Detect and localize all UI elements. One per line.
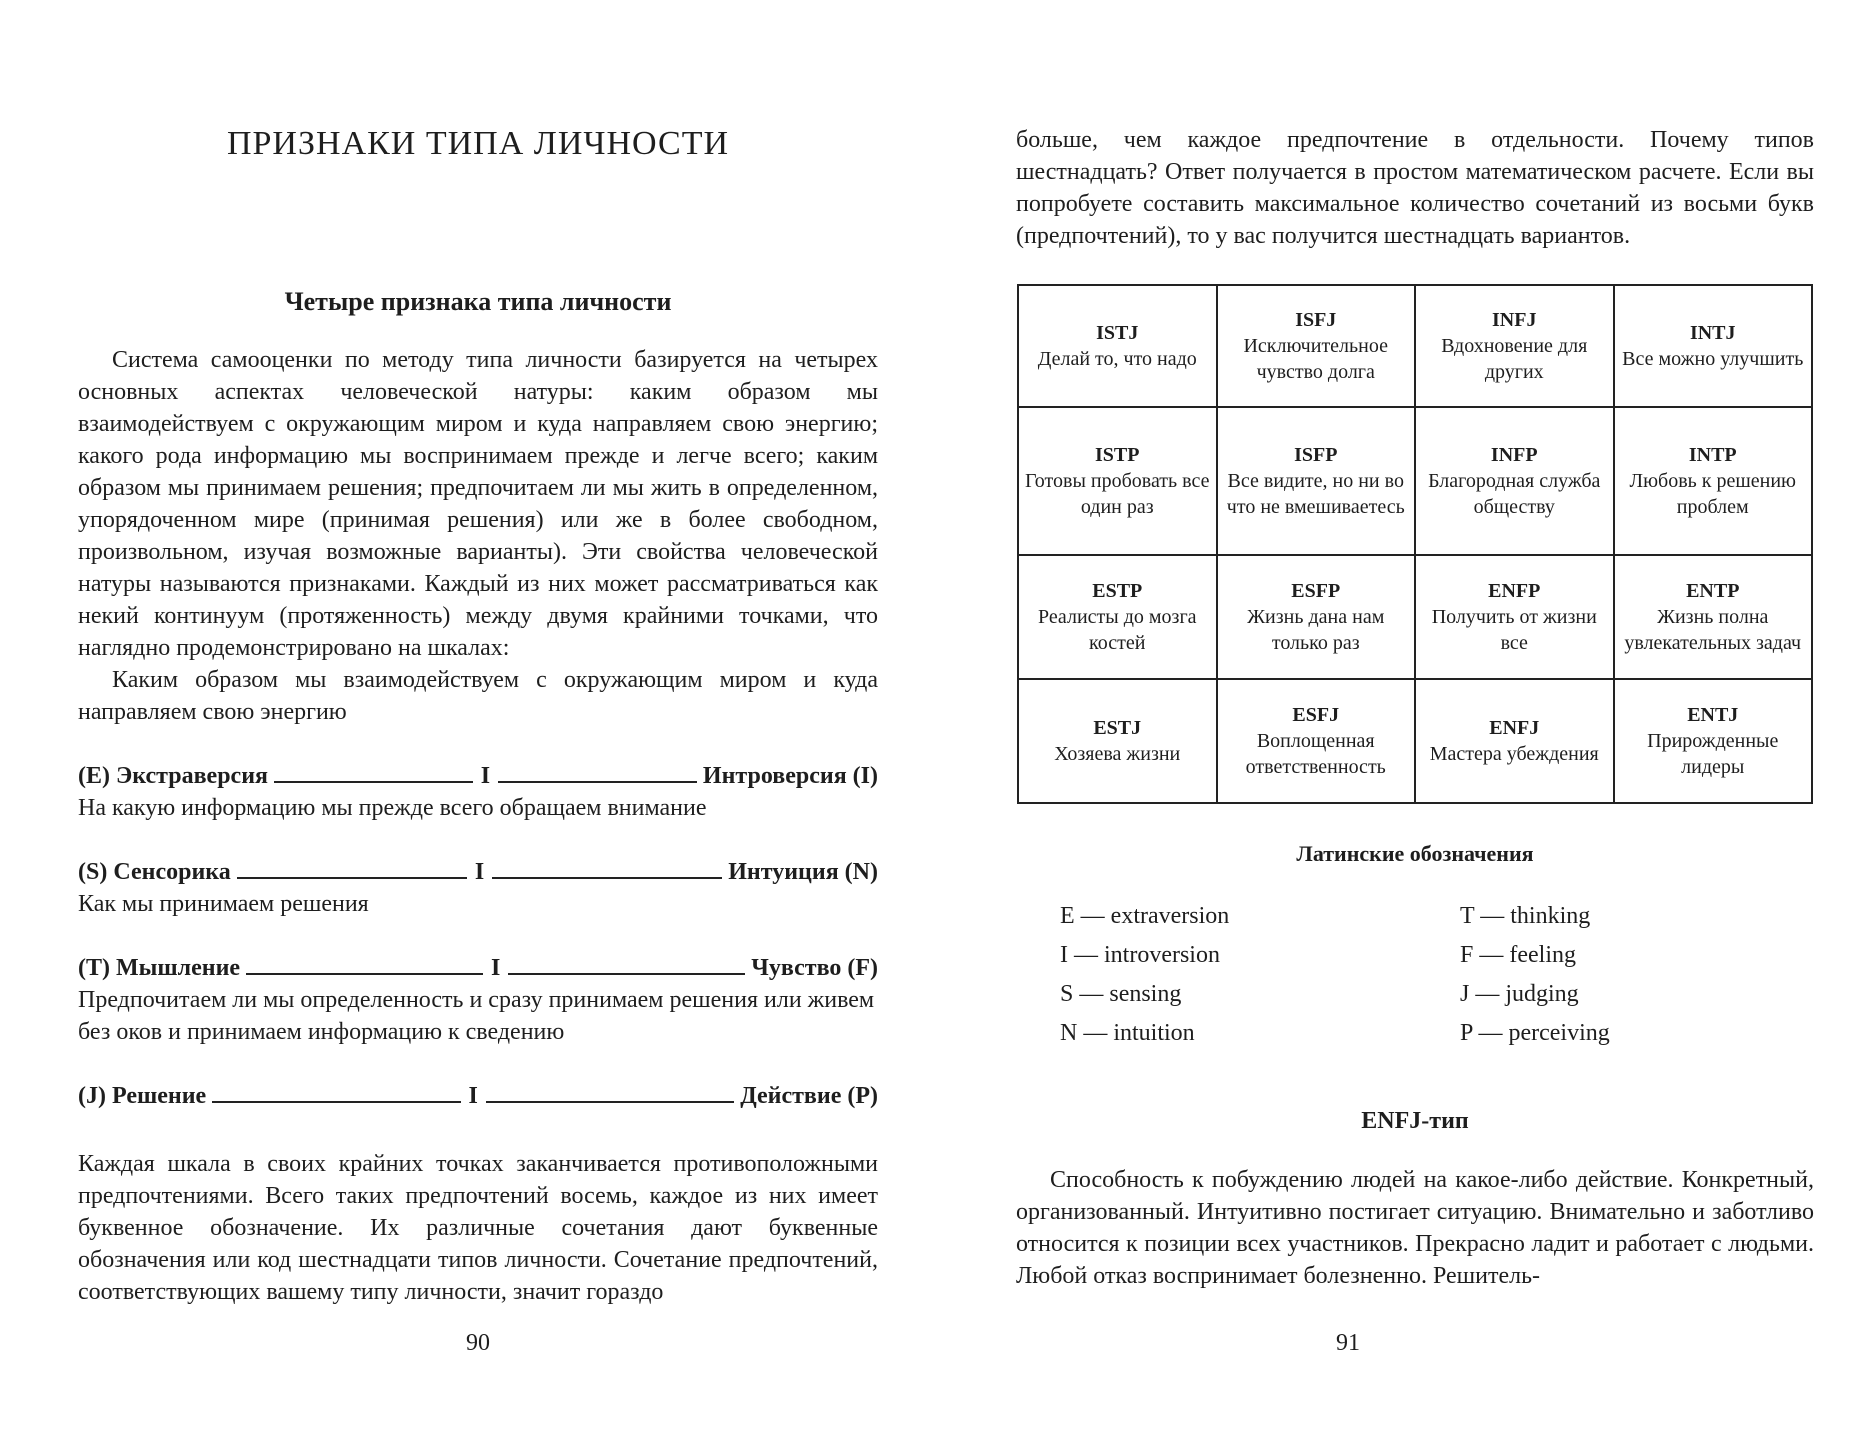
enfj-paragraph: Способность к побуждению людей на какое-либо действие. Конкретный, организованный. Интуитивно постигает ситуацию. Внимательно и заботливо относится к позиции всех участников. Прекрасно ладит и работает с людьми. Любой отказ воспринимает болезненно. Решитель- (1016, 1167, 1814, 1289)
type-code: ESTJ (1093, 717, 1142, 739)
latin-item: P — perceiving (1460, 1020, 1610, 1046)
continuation-paragraph: больше, чем каждое предпочтение в отдельности. Почему типов шестнадцать? Ответ получается в простом математическом расчете. Если вы попробуете составить максимальное количество сочетаний из восьми букв (предпочтений), то у вас получится шестнадцать вариантов. (1016, 127, 1814, 249)
scale-tf (78, 952, 878, 1048)
page-number: 91 (1336, 1330, 1360, 1356)
type-code: ESFP (1291, 580, 1341, 602)
table-row (1018, 679, 1812, 803)
type-cell (1415, 407, 1614, 555)
type-code: ISFJ (1295, 309, 1337, 331)
type-cell (1415, 555, 1614, 679)
type-code: ENFJ (1489, 717, 1540, 739)
table-row (1018, 407, 1812, 555)
type-cell (1614, 679, 1813, 803)
type-code: INTP (1688, 444, 1737, 466)
scale-sn (78, 856, 878, 920)
latin-item: E — extraversion (1060, 903, 1230, 929)
latin-item: J — judging (1460, 981, 1579, 1007)
latin-item: F — feeling (1460, 942, 1576, 968)
type-cell (1415, 285, 1614, 407)
enfj-heading: ENFJ-тип (1361, 1108, 1469, 1134)
latin-list-right (1460, 897, 1610, 1053)
type-cell (1217, 285, 1416, 407)
scale-divider: I (468, 1083, 478, 1109)
latin-item: N — intuition (1060, 1020, 1195, 1046)
scale-blank (237, 857, 467, 879)
latin-notation-title: Латинские обозначения (1296, 841, 1534, 866)
chapter-title: ПРИЗНАКИ ТИПА ЛИЧНОСТИ (226, 125, 730, 162)
scale-pole-right: Интроверсия (I) (702, 763, 878, 789)
type-cell (1018, 407, 1217, 555)
scale-ei (78, 760, 878, 824)
type-cell (1217, 407, 1416, 555)
scale-pole-left: (S) Сенсорика (78, 859, 231, 885)
scale-blank (212, 1081, 460, 1103)
section-title: Четыре признака типа личности (284, 287, 672, 316)
type-desc: Получить от жизни все (1431, 606, 1597, 654)
type-code: ENTP (1686, 580, 1740, 602)
latin-list-left (1060, 897, 1229, 1053)
page-number: 90 (466, 1330, 490, 1356)
scale-pole-right: Чувство (F) (751, 955, 879, 981)
scale-divider: I (474, 859, 485, 885)
type-cell (1614, 407, 1813, 555)
type-code: INTJ (1689, 322, 1736, 344)
type-cell (1217, 679, 1416, 803)
scale-pole-left: (E) Экстраверсия (78, 763, 269, 789)
type-code: INFJ (1492, 309, 1537, 331)
scale-line (78, 760, 878, 792)
type-desc: Хозяева жизни (1054, 743, 1181, 765)
type-cell (1614, 555, 1813, 679)
type-cell (1217, 555, 1416, 679)
scale-blank (246, 953, 483, 975)
type-desc: Любовь к решению проблем (1629, 470, 1796, 518)
scale-pole-right: Действие (P) (740, 1083, 879, 1109)
type-cell (1018, 285, 1217, 407)
scale-pole-right: Интуиция (N) (728, 859, 878, 885)
scale-question: Как мы принимаем решения (78, 891, 369, 917)
scale-line (78, 952, 878, 984)
scale-jp (78, 1080, 878, 1112)
scale-question: Предпочитаем ли мы определенность и сразу принимаем решения или живем без оков и принимаем информацию к сведению (78, 987, 875, 1045)
type-desc: Делай то, что надо (1037, 348, 1197, 370)
type-desc: Воплощенная ответственность (1245, 730, 1386, 778)
scale-blank (274, 761, 473, 783)
type-desc: Реалисты до мозга костей (1037, 606, 1197, 654)
scale-blank (508, 953, 745, 975)
type-cell (1614, 285, 1813, 407)
latin-item: T — thinking (1460, 903, 1591, 929)
scale-line (78, 1080, 878, 1112)
type-code: INFP (1490, 444, 1538, 466)
scale-blank (498, 761, 697, 783)
intro-paragraph: Система самооценки по методу типа личности базируется на четырех основных аспектах человеческой натуры: каким образом мы взаимодействуем с окружающим миром и куда направляем свою энергию; какого рода информацию мы воспринимаем прежде и легче всего; каким образом мы принимаем решения; предпочитаем ли мы жить в определенном, упорядоченном мире (принимая решения) или же в более свободном, произвольном, изучая возможные варианты). Эти свойства человеческой натуры называются признаками. Каждый из них может рассматриваться как некий континуум (протяженность) между двумя крайними точками, что наглядно продемонстрировано на шкалах: (78, 347, 878, 661)
personality-types-table (1017, 284, 1813, 804)
type-desc: Все видите, но ни во что не вмешиваетесь (1226, 470, 1405, 518)
type-cell (1415, 679, 1614, 803)
scale-blank (486, 1081, 734, 1103)
scale-divider: I (480, 763, 491, 789)
scale-blank (492, 857, 722, 879)
type-code: ISTJ (1096, 322, 1139, 344)
latin-item: I — introversion (1060, 942, 1220, 968)
type-desc: Вдохновение для других (1441, 335, 1588, 383)
type-desc: Мастера убеждения (1429, 743, 1599, 765)
type-code: ENTJ (1687, 704, 1739, 726)
type-desc: Благородная служба обществу (1428, 470, 1601, 518)
type-desc: Исключительное чувство долга (1243, 335, 1388, 383)
type-desc: Жизнь дана нам только раз (1247, 606, 1385, 654)
type-desc: Все можно улучшить (1622, 348, 1804, 370)
type-desc: Прирожденные лидеры (1647, 730, 1779, 778)
first-question: Каким образом мы взаимодействуем с окружающим миром и куда направляем свою энергию (78, 667, 878, 725)
type-code: ISTP (1095, 444, 1140, 466)
scale-line (78, 856, 878, 888)
type-code: ISFP (1294, 444, 1338, 466)
type-cell (1018, 679, 1217, 803)
type-desc: Жизнь полна увлекательных задач (1624, 606, 1802, 654)
right-page (938, 0, 1876, 1430)
table-row (1018, 285, 1812, 407)
type-code: ESFJ (1292, 704, 1340, 726)
type-code: ESTP (1092, 580, 1143, 602)
table-row (1018, 555, 1812, 679)
type-desc: Готовы пробовать все один раз (1024, 470, 1210, 518)
closing-paragraph: Каждая шкала в своих крайних точках заканчивается противоположными предпочтениями. Всего таких предпочтений восемь, каждое из них имеет буквенное обозначение. Их различные сочетания дают буквенные обозначения или код шестнадцати типов личности. Сочетание предпочтений, соответствующих вашему типу личности, значит гораздо (78, 1151, 878, 1305)
type-cell (1018, 555, 1217, 679)
scale-pole-left: (T) Мышление (78, 955, 241, 981)
type-code: ENFP (1488, 580, 1541, 602)
scale-divider: I (491, 955, 501, 981)
latin-item: S — sensing (1060, 981, 1182, 1007)
scale-question: На какую информацию мы прежде всего обращаем внимание (78, 795, 707, 821)
scale-pole-left: (J) Решение (78, 1083, 207, 1109)
